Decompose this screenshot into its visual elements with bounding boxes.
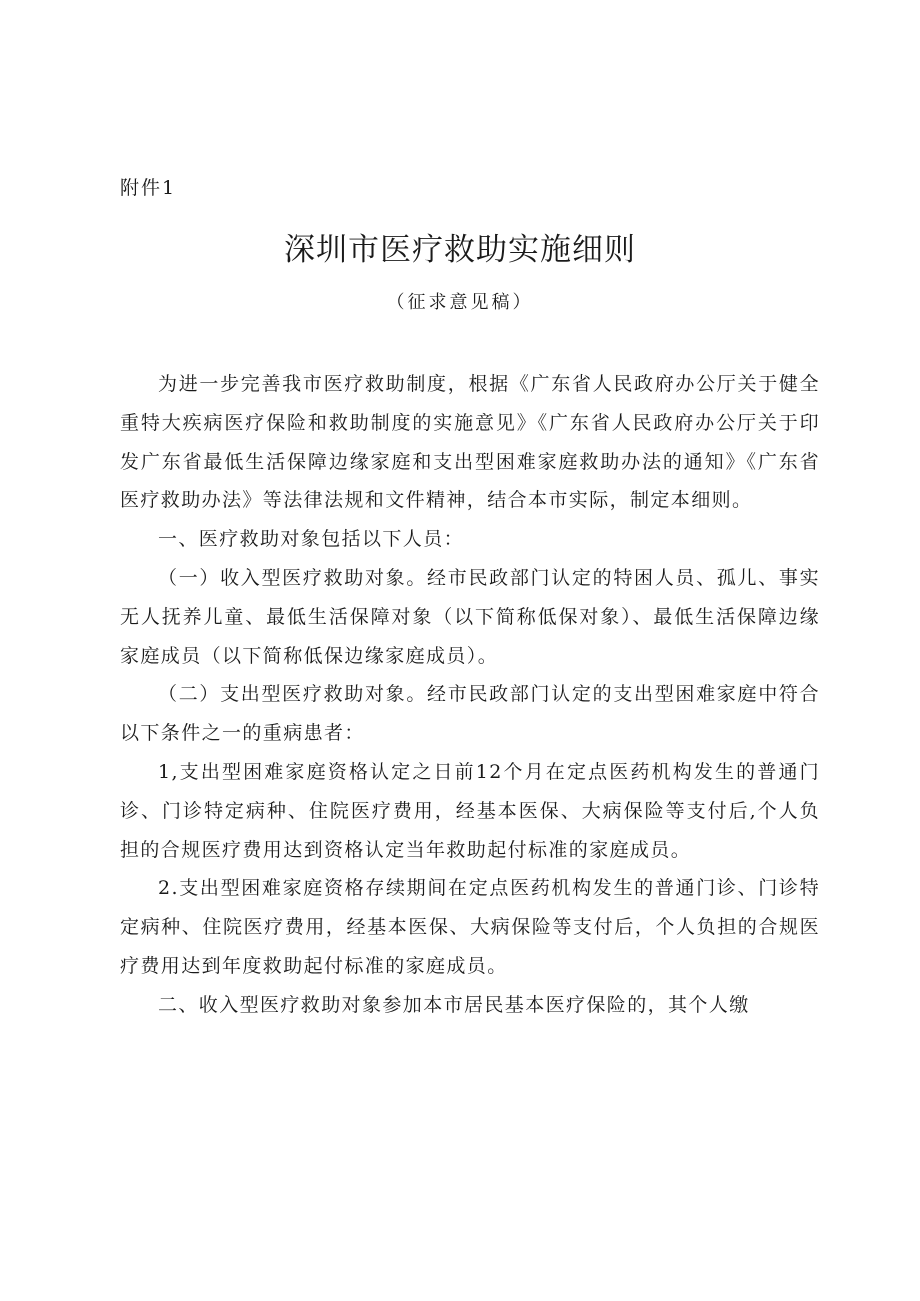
paragraph-item-2: （二）支出型医疗救助对象。经市民政部门认定的支出型困难家庭中符合以下条件之一的重病患者： xyxy=(120,683,820,745)
paragraph-condition-1: 1,支出型困难家庭资格认定之日前12个月在定点医药机构发生的普通门诊、门诊特定病种、住院医疗费用，经基本医保、大病保险等支付后,个人负担的合规医疗费用达到资格认定当年救助起付标准的家庭成员。 xyxy=(120,760,820,861)
paragraph-preamble: 为进一步完善我市医疗救助制度，根据《广东省人民政府办公厅关于健全重特大疾病医疗保险和救助制度的实施意见》《广东省人民政府办公厅关于印发广东省最低生活保障边缘家庭和支出型困难家庭救助办法的通知》《广东省医疗救助办法》等法律法规和文件精神，结合本市实际，制定本细则。 xyxy=(120,373,820,512)
paragraph-item-1: （一）收入型医疗救助对象。经市民政部门认定的特困人员、孤儿、事实无人抚养儿童、最低生活保障对象（以下简称低保对象）、最低生活保障边缘家庭成员（以下简称低保边缘家庭成员）。 xyxy=(120,566,820,667)
document-subtitle: （征求意见稿） xyxy=(386,292,534,313)
paragraph-section-2: 二、收入型医疗救助对象参加本市居民基本医疗保险的，其个人缴 xyxy=(158,993,750,1016)
attachment-label: 附件1 xyxy=(120,177,177,199)
paragraph-condition-2: 2.支出型困难家庭资格存续期间在定点医药机构发生的普通门诊、门诊特定病种、住院医疗费用，经基本医保、大病保险等支付后，个人负担的合规医疗费用达到年度救助起付标准的家庭成员。 xyxy=(120,877,820,977)
document-title: 深圳市医疗救助实施细则 xyxy=(284,232,636,268)
paragraph-section-1-heading: 一、医疗救助对象包括以下人员： xyxy=(158,528,465,551)
document-body xyxy=(120,365,820,1025)
